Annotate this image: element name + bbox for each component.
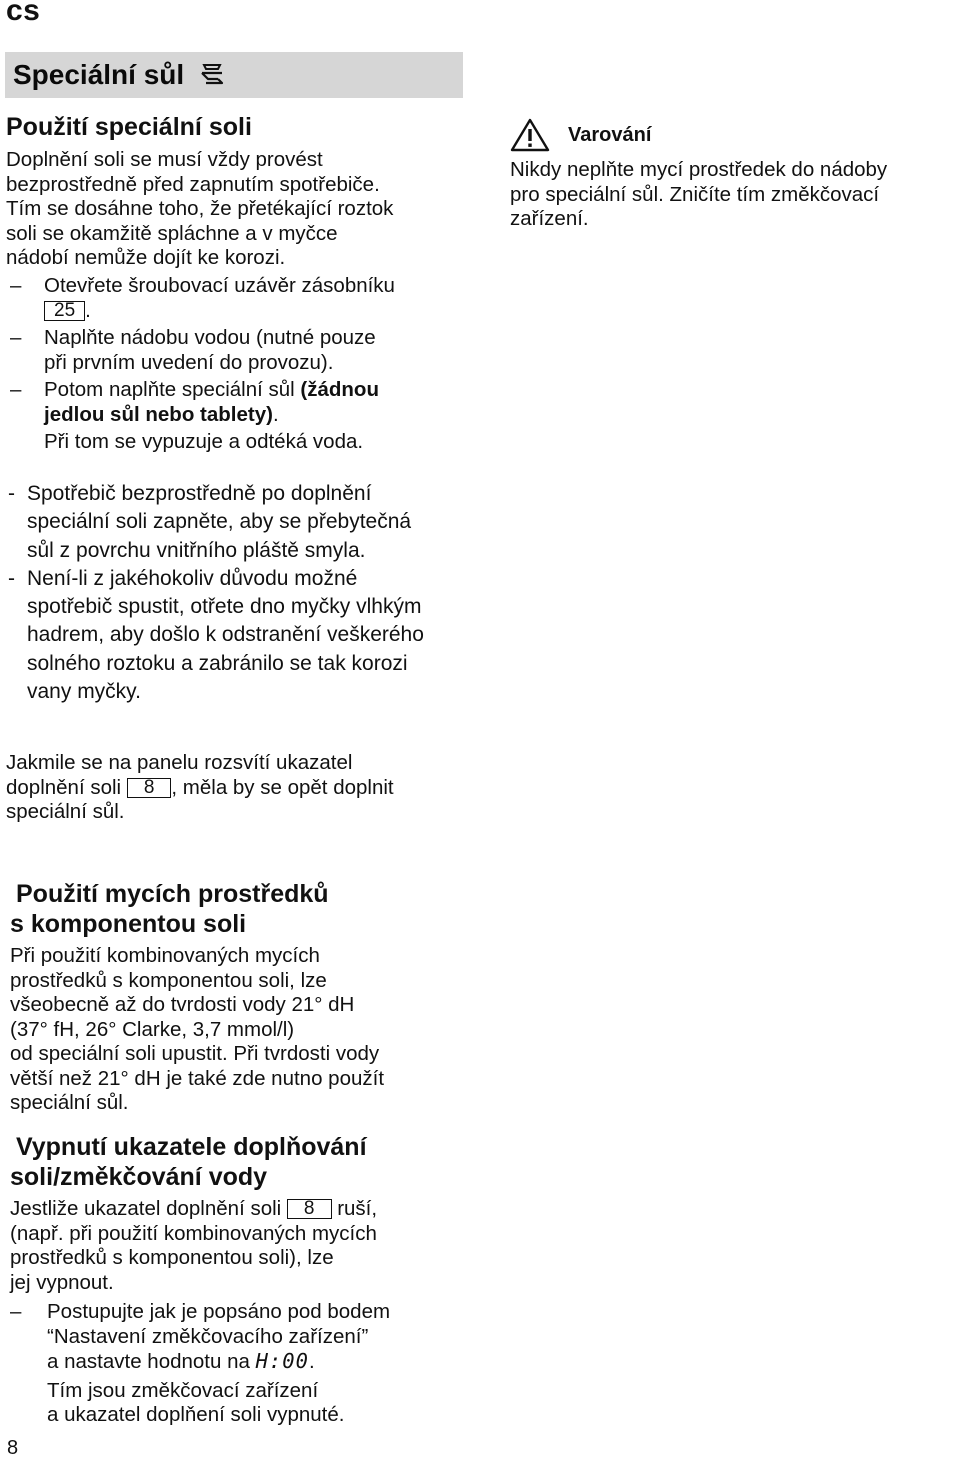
list-line: spotřebič spustit, otřete dno myčky vlhkým bbox=[27, 595, 422, 619]
intro-line: bezprostředně před zapnutím spotřebiče. bbox=[6, 172, 380, 196]
disable-indicator-steps bbox=[6, 1300, 476, 1428]
paragraph-line: Při použití kombinovaných mycích bbox=[10, 944, 320, 967]
heading-line: s komponentou soli bbox=[10, 910, 247, 938]
step-end: . bbox=[272, 402, 279, 426]
indicator-text: , měla by se opět doplnit bbox=[171, 775, 394, 799]
step-bold: (žádnou bbox=[300, 378, 379, 401]
step-text: Otevřete šroubovací uzávěr zásobníku bbox=[44, 274, 395, 297]
ref-box-25: 25 bbox=[44, 301, 85, 321]
paragraph-line: všeobecně až do tvrdosti vody 21° dH bbox=[10, 993, 355, 1016]
list-mark: - bbox=[8, 566, 15, 590]
heading-line: Vypnutí ukazatele doplňování bbox=[16, 1133, 367, 1161]
ref-box-8: 8 bbox=[287, 1199, 332, 1219]
warning-line: zařízení. bbox=[510, 207, 589, 230]
list-item-switch-on bbox=[8, 480, 478, 565]
intro-line: Tím se dosáhne toho, že přetékající roztok bbox=[6, 197, 394, 220]
paragraph-line: (37° fH, 26° Clarke, 3,7 mmol/l) bbox=[10, 1017, 295, 1041]
salt-icon bbox=[198, 61, 226, 94]
salt-intro-paragraph bbox=[6, 148, 476, 271]
paragraph-text: Jestliže ukazatel doplnění soli bbox=[10, 1197, 287, 1220]
step-bold: jedlou sůl nebo tablety) bbox=[44, 402, 273, 426]
salt-steps bbox=[6, 274, 476, 455]
step-text: Tím jsou změkčovací zařízení bbox=[47, 1378, 319, 1402]
salt-extra-list bbox=[8, 480, 478, 706]
step-text: “Nastavení změkčovacího zařízení” bbox=[47, 1324, 369, 1348]
step-end: . bbox=[85, 298, 91, 322]
paragraph-line: větší než 21° dH je také zde nutno použít bbox=[10, 1066, 385, 1090]
paragraph-line bbox=[10, 1197, 480, 1222]
section-banner bbox=[5, 52, 463, 98]
indicator-line bbox=[6, 776, 476, 801]
step-text: při prvním uvedení do provozu). bbox=[44, 350, 334, 374]
step-text: Postupujte jak je popsáno pod bodem bbox=[47, 1300, 391, 1323]
indicator-line: Jakmile se na panelu rozsvítí ukazatel bbox=[6, 751, 353, 774]
step-text: Při tom se vypuzuje a odtéká voda. bbox=[44, 430, 364, 453]
step-text: Potom naplňte speciální sůl bbox=[44, 378, 301, 401]
step-fill-salt bbox=[6, 378, 476, 455]
paragraph-line: (např. při použití kombinovaných mycích bbox=[10, 1221, 377, 1245]
paragraph-line: prostředků s komponentou soli, lze bbox=[10, 968, 327, 992]
step-text: a ukazatel doplňení soli vypnuté. bbox=[47, 1403, 345, 1426]
warning-line: Nikdy neplňte mycí prostředek do nádoby bbox=[510, 158, 888, 181]
heading-line: Použití mycích prostředků bbox=[16, 880, 329, 908]
warning-text bbox=[510, 158, 955, 232]
step-end: . bbox=[308, 1350, 315, 1373]
section-heading-disable-indicator bbox=[10, 1132, 367, 1192]
page-number: 8 bbox=[7, 1437, 19, 1459]
intro-line: Doplnění soli se musí vždy provést bbox=[6, 148, 323, 171]
step-open-cap bbox=[6, 274, 476, 323]
step-text: Naplňte nádobu vodou (nutné pouze bbox=[44, 326, 376, 349]
indicator-text: doplnění soli bbox=[6, 775, 127, 799]
paragraph-text: ruší, bbox=[331, 1197, 378, 1220]
list-line: Spotřebič bezprostředně po doplnění bbox=[27, 482, 372, 505]
indicator-paragraph bbox=[6, 751, 476, 825]
list-line: vany myčky. bbox=[27, 680, 141, 704]
warning-title: Varování bbox=[568, 123, 652, 146]
list-mark: - bbox=[8, 482, 15, 505]
warning-block bbox=[510, 118, 955, 232]
step-text: a nastavte hodnotu na bbox=[47, 1350, 256, 1373]
list-line: speciální soli zapněte, aby se přebytečná bbox=[27, 510, 412, 534]
intro-line: soli se okamžitě spláchne a v myčce bbox=[6, 221, 338, 245]
list-line: sůl z povrchu vnitřního pláště smyla. bbox=[27, 538, 366, 562]
warning-line: pro speciální sůl. Zničíte tím změkčovací bbox=[510, 182, 880, 206]
indicator-line: speciální sůl. bbox=[6, 800, 125, 823]
paragraph-line: od speciální soli upustit. Při tvrdosti vody bbox=[10, 1042, 380, 1065]
section-heading-detergent bbox=[10, 879, 329, 939]
banner-title-wrap bbox=[13, 59, 226, 94]
display-value: H:00 bbox=[255, 1349, 309, 1373]
intro-line: nádobí nemůže dojít ke korozi. bbox=[6, 246, 286, 269]
list-item-wipe bbox=[8, 565, 478, 706]
step-set-value bbox=[6, 1300, 476, 1428]
paragraph-line: jej vypnout. bbox=[10, 1270, 114, 1294]
step-fill-water bbox=[6, 326, 476, 375]
ref-box-8: 8 bbox=[127, 778, 172, 798]
banner-title: Speciální sůl bbox=[13, 59, 185, 90]
paragraph-line: prostředků s komponentou soli), lze bbox=[10, 1246, 334, 1269]
paragraph-line: speciální sůl. bbox=[10, 1091, 129, 1114]
language-code: cs bbox=[6, 0, 41, 27]
list-line: Není-li z jakéhokoliv důvodu možné bbox=[27, 566, 358, 590]
list-line: hadrem, aby došlo k odstranění veškerého bbox=[27, 623, 424, 647]
warning-header bbox=[510, 118, 955, 152]
section-heading-salt-use: Použití speciální soli bbox=[6, 113, 252, 141]
disable-indicator-paragraph bbox=[10, 1197, 480, 1295]
list-line: solného roztoku a zabránilo se tak korozi bbox=[27, 651, 408, 675]
detergent-paragraph bbox=[10, 944, 480, 1116]
heading-line: soli/změkčování vody bbox=[10, 1163, 268, 1191]
warning-triangle-icon bbox=[510, 118, 550, 152]
